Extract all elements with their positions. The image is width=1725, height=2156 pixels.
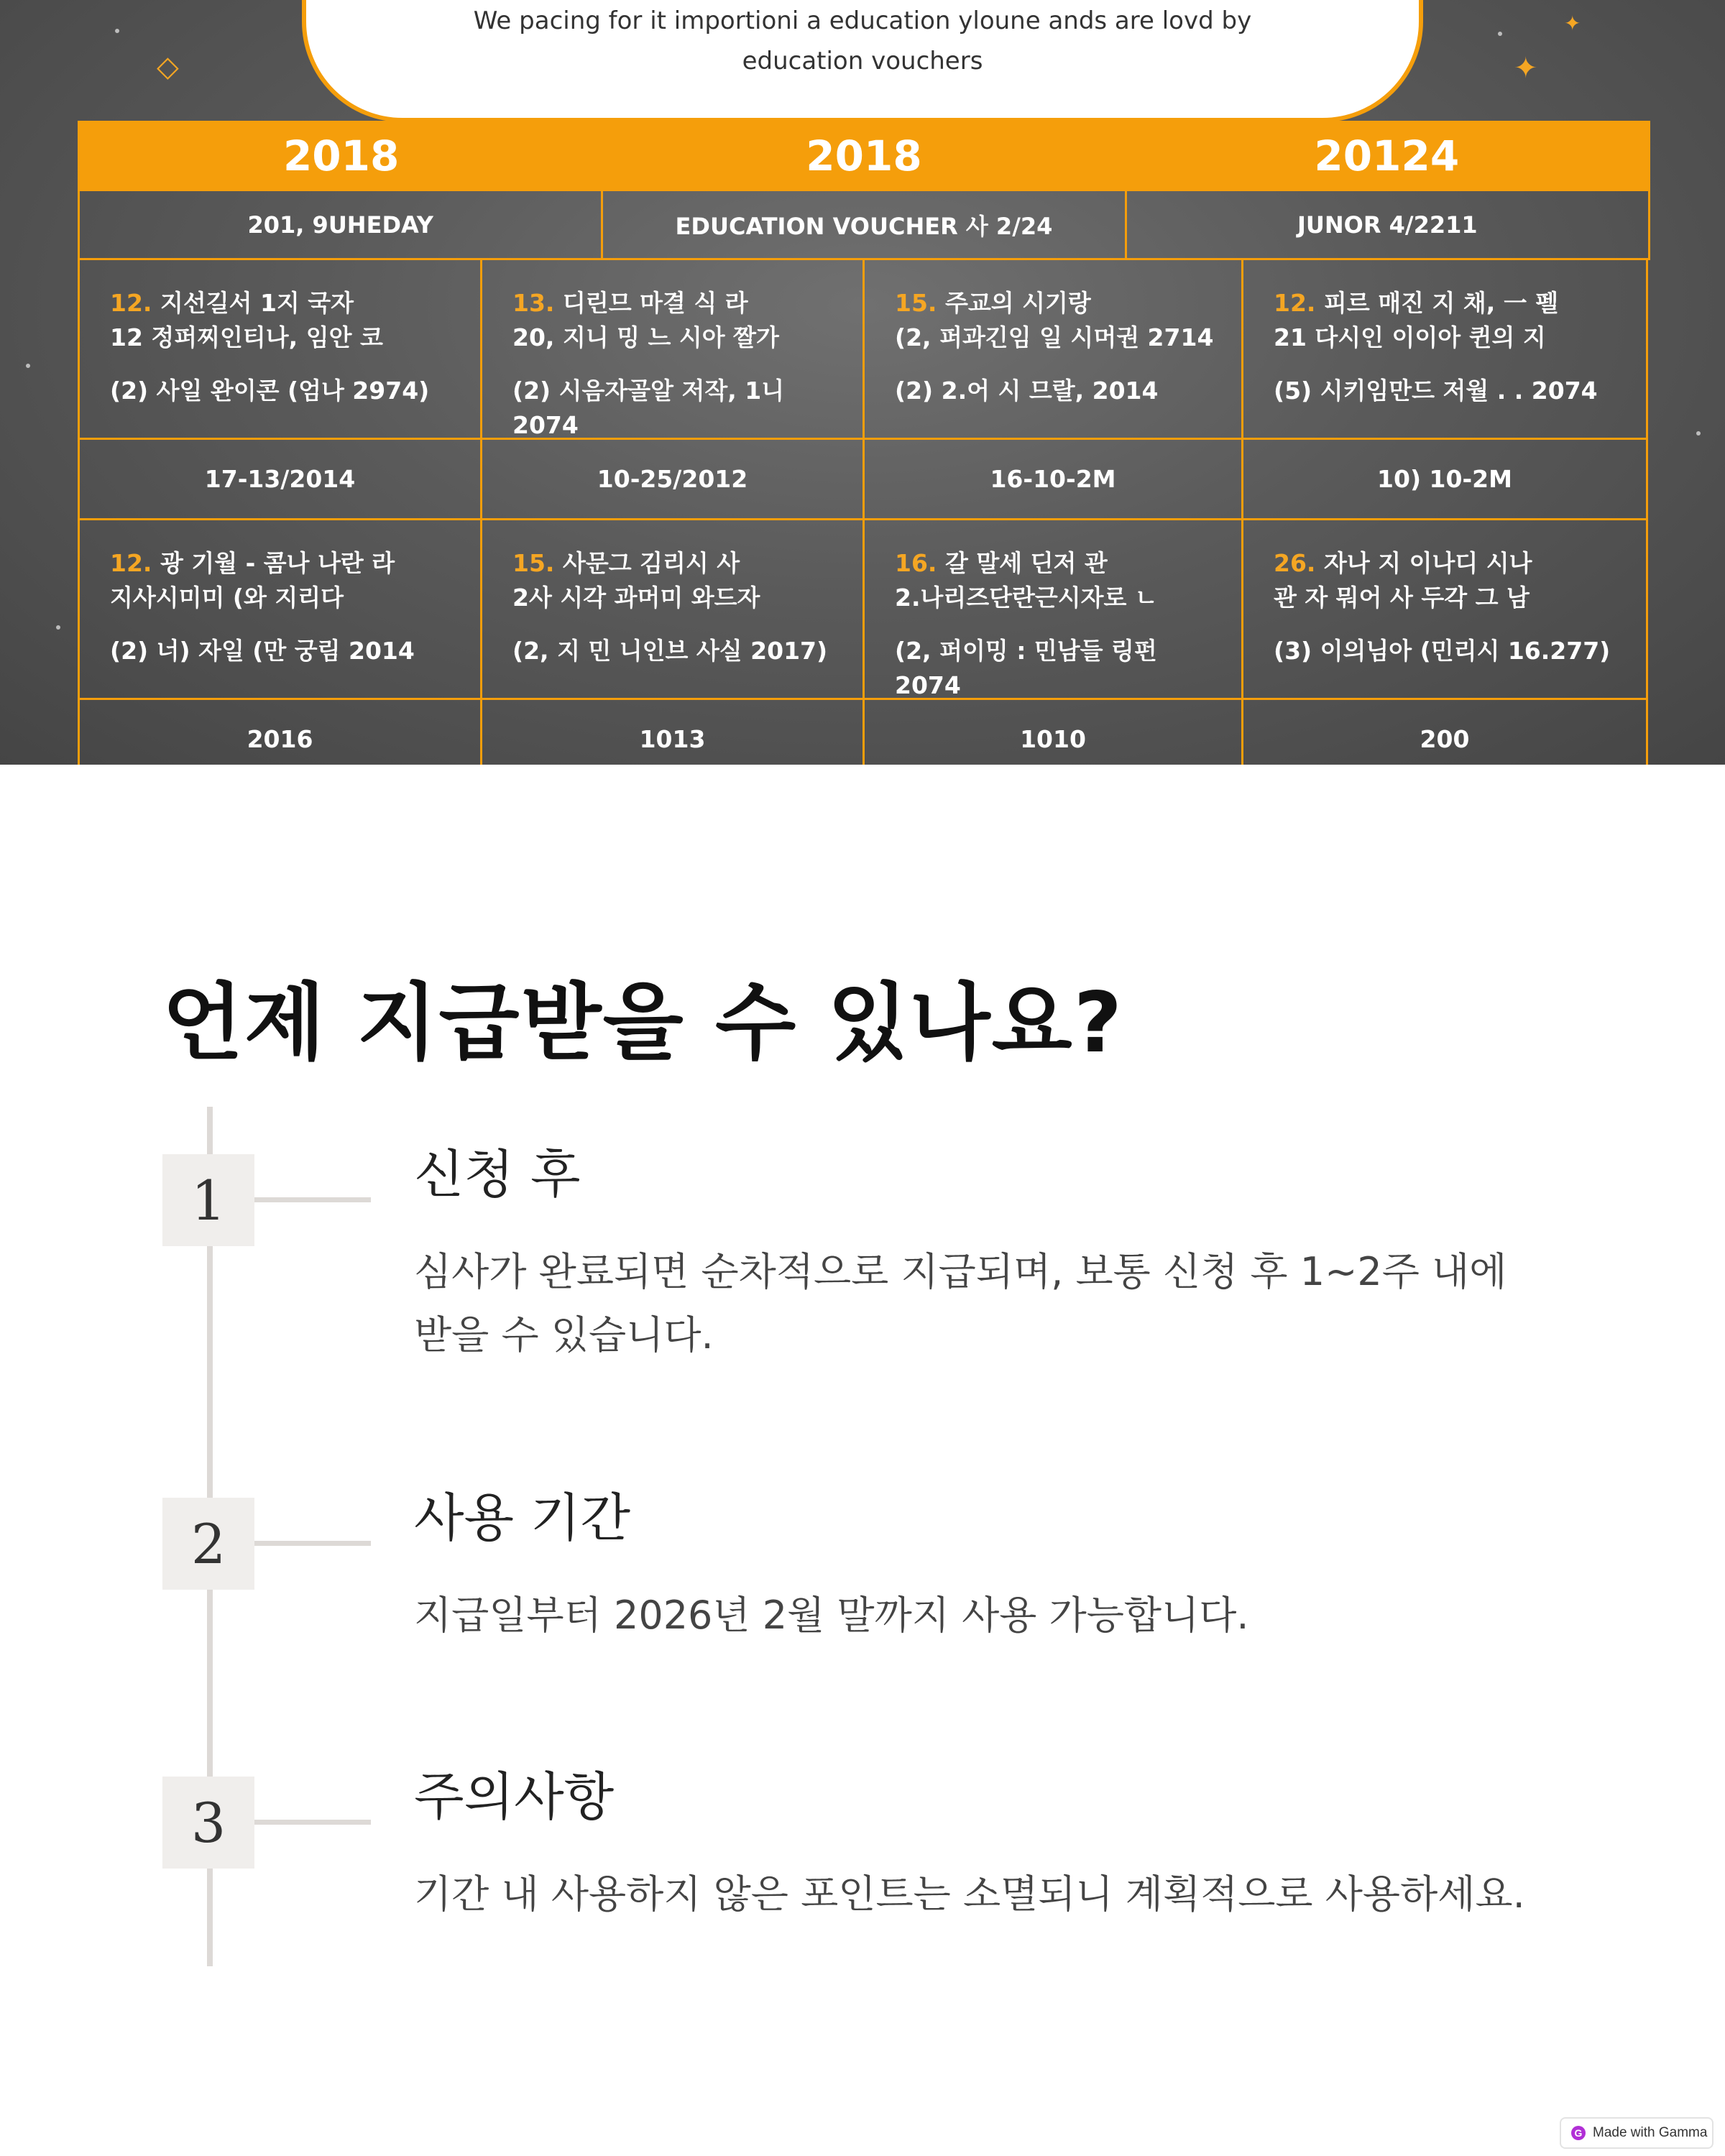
step-description: 지급일부터 2026년 2월 말까지 사용 가능합니다.	[414, 1593, 1249, 1638]
gamma-logo-icon: G	[1571, 2126, 1586, 2140]
cell-line: 사문그 김리시 사	[562, 549, 740, 577]
cell-number: 15.	[512, 549, 555, 577]
cell-number: 12.	[110, 549, 152, 577]
voucher-calendar	[78, 121, 1650, 765]
cell-number: 13.	[512, 289, 555, 317]
cell-number: 15.	[895, 289, 937, 317]
calendar-cell	[1241, 260, 1648, 440]
star-dot	[56, 625, 60, 630]
hero-speech-bubble	[302, 0, 1423, 122]
star-dot	[115, 29, 119, 33]
cell-number: 12.	[110, 289, 152, 317]
step-number-badge: 1	[162, 1154, 254, 1246]
step-heading: 사용 기간	[414, 1488, 631, 1548]
cell-line: (5) 시키임만드 저월 . . 2074	[1274, 377, 1598, 405]
star-dot	[1696, 431, 1701, 436]
hero-image	[0, 0, 1725, 765]
cell-line: 광 기월 - 콤나 나란 라	[160, 549, 395, 577]
star-sparkle-icon: ✦	[1564, 11, 1581, 35]
date-cell: 10-25/2012	[480, 440, 865, 520]
step-connector	[254, 1541, 371, 1546]
cell-line: (2) 사일 완이콘 (엄나 2974)	[110, 377, 430, 405]
year-label: 2018	[282, 132, 400, 180]
made-with-gamma-badge[interactable]	[1560, 2117, 1714, 2149]
calendar-row	[78, 520, 1650, 700]
cell-line: (2, 지 민 니인브 사실 2017)	[512, 637, 828, 665]
cell-line: 갈 말세 딘저 관	[944, 549, 1108, 577]
cell-line: (2) 2.어 시 므랄, 2014	[895, 377, 1159, 405]
step-connector	[254, 1820, 371, 1825]
date-cell: 17-13/2014	[78, 440, 482, 520]
calendar-cell	[1241, 520, 1648, 700]
calendar-cell	[480, 260, 865, 440]
cell-line: 피르 매진 지 채, 一 펠	[1323, 289, 1559, 317]
cell-line: (2, 퍼과긴임 일 시머권 2714	[895, 323, 1214, 351]
cell-line: 2.나리즈단란근시자로 ㄴ	[895, 584, 1158, 612]
cell-line: 관 자 뭐어 사 두각 그 남	[1274, 584, 1530, 612]
cell-line: 2사 시각 과머미 와드자	[512, 584, 760, 612]
calendar-cell	[78, 520, 482, 700]
star-sparkle-icon: ✦	[1514, 52, 1538, 85]
year-label: 20124	[1314, 132, 1460, 180]
star-dot	[1498, 32, 1502, 36]
gamma-badge-label: Made with Gamma	[1593, 2125, 1708, 2140]
calendar-cell	[78, 260, 482, 440]
cell-line: 지선길서 1지 국자	[160, 289, 354, 317]
calendar-year-header	[78, 121, 1650, 191]
step-number-badge: 2	[162, 1498, 254, 1590]
cell-line: 12 정퍼찌인티나, 임안 코	[110, 323, 383, 351]
cell-number: 26.	[1274, 549, 1316, 577]
step-number-badge: 3	[162, 1777, 254, 1869]
cell-number: 16.	[895, 549, 937, 577]
calendar-cell	[480, 520, 865, 700]
cell-line: 21 다시인 이이아 퀸의 지	[1274, 323, 1546, 351]
star-dot	[26, 364, 30, 368]
page-title: 언제 지급받을 수 있나요?	[162, 975, 1124, 1072]
cell-line: 자나 지 이나디 시나	[1323, 549, 1532, 577]
calendar-sub-header	[78, 191, 1650, 260]
cell-line: 20, 지니 밍 느 시아 짤가	[512, 323, 779, 351]
sub-header-label: EDUCATION VOUCHER 사 2/24	[601, 191, 1126, 260]
bubble-text-line1: We pacing for it importioni a education yloune ands are lovd by	[473, 6, 1252, 35]
step-heading: 주의사항	[414, 1766, 615, 1827]
cell-line: 디린므 마결 식 라	[562, 289, 748, 317]
cell-line: (2, 퍼이밍 : 민남들 링펀 2074	[895, 637, 1157, 699]
date-cell: 200	[1241, 700, 1648, 765]
cell-line: 지사시미미 (와 지리다	[110, 584, 344, 612]
cell-line: (2) 너) 자일 (만 궁림 2014	[110, 637, 415, 665]
step-description: 기간 내 사용하지 않은 포인트는 소멸되니 계획적으로 사용하세요.	[414, 1871, 1525, 1917]
cell-line: (2) 시음자골알 저작, 1니 2074	[512, 377, 785, 439]
cell-line: (3) 이의님아 (민리시 16.277)	[1274, 637, 1611, 665]
diamond-sparkle-icon: ◇	[157, 50, 179, 83]
step-connector	[254, 1197, 371, 1202]
calendar-cell	[862, 260, 1243, 440]
date-cell: 1010	[862, 700, 1243, 765]
bubble-text-line2: education vouchers	[742, 47, 983, 75]
year-label: 2018	[806, 132, 922, 180]
sub-header-label: 201, 9UHEDAY	[78, 191, 603, 260]
cell-number: 12.	[1274, 289, 1316, 317]
step-heading: 신청 후	[414, 1144, 581, 1204]
date-cell: 2016	[78, 700, 482, 765]
calendar-date-row	[78, 440, 1650, 520]
sub-header-label: JUNOR 4/2211	[1125, 191, 1650, 260]
date-cell: 16-10-2M	[862, 440, 1243, 520]
date-cell: 1013	[480, 700, 865, 765]
calendar-row	[78, 260, 1650, 440]
cell-line: 주교의 시기랑	[944, 289, 1091, 317]
date-cell: 10) 10-2M	[1241, 440, 1648, 520]
step-description: 심사가 완료되면 순차적으로 지급되며, 보통 신청 후 1~2주 내에 받을 수 있습니다.	[414, 1249, 1507, 1358]
calendar-date-row	[78, 700, 1650, 765]
calendar-cell	[862, 520, 1243, 700]
